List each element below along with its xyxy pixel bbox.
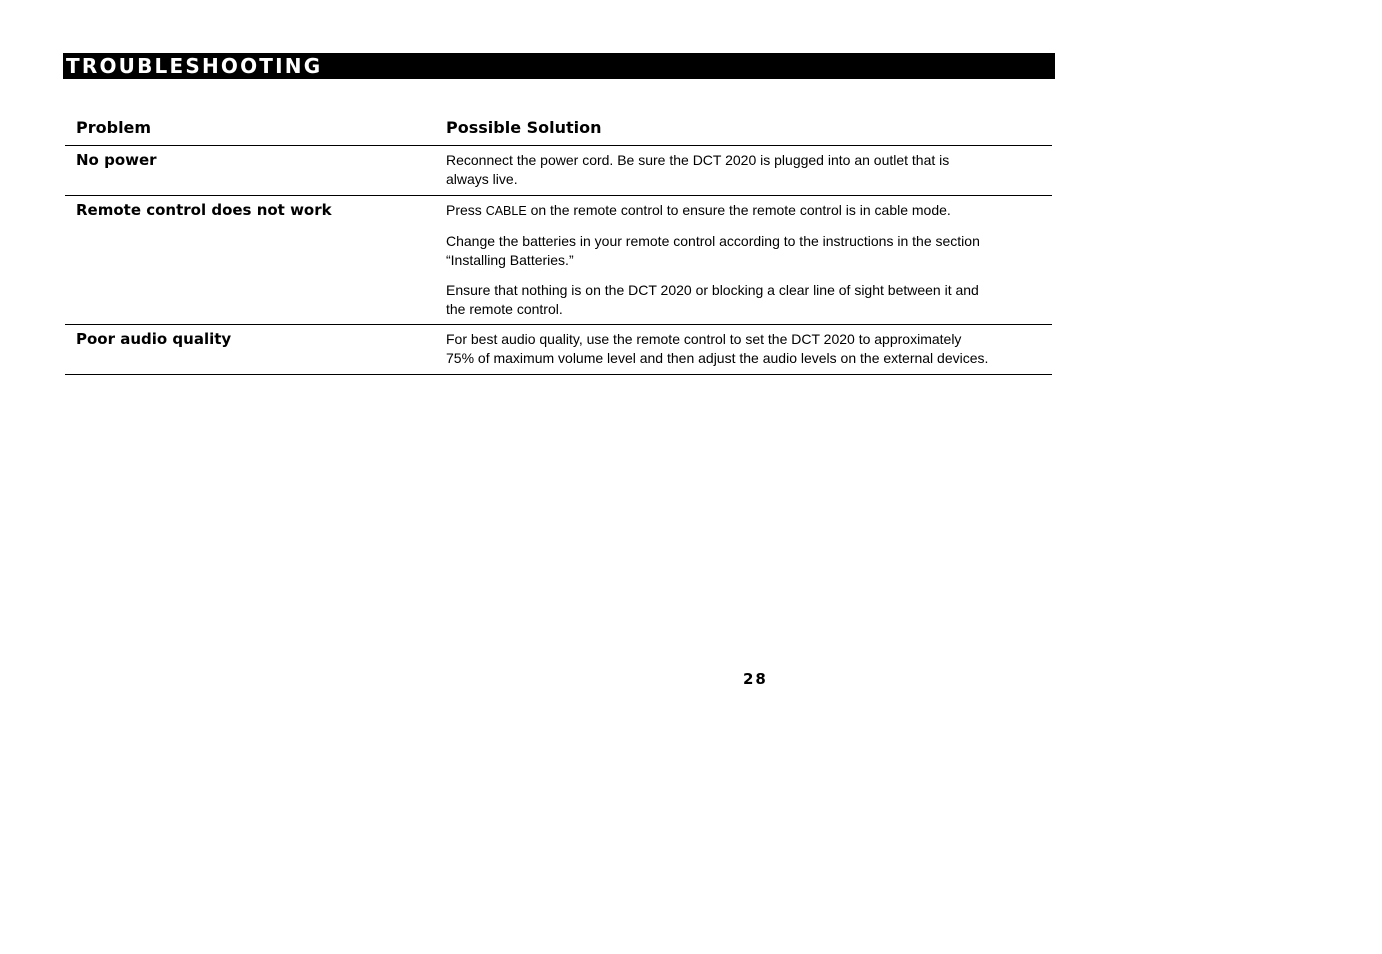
solution-text [446,281,1046,319]
problem-cell: No power [76,151,157,169]
section-title: TROUBLESHOOTING [66,54,323,78]
troubleshooting-table [65,108,1052,375]
solution-line: “Installing Batteries.” [446,252,574,268]
section-header-bar [63,53,1055,79]
cable-key-label: CABLE [485,204,527,218]
solution-column-header: Possible Solution [446,118,602,137]
solution-text [446,232,1046,270]
solution-line: Ensure that nothing is on the DCT 2020 or blocking a clear line of sight between it and [446,282,979,298]
table-header-row [65,108,1052,146]
solution-line: Change the batteries in your remote control according to the instructions in the section [446,233,980,249]
solution-text [446,201,1046,221]
table-row [65,196,1052,325]
solution-text-prefix: Press [446,202,482,218]
table-row [65,325,1052,375]
solution-line: 75% of maximum volume level and then adjust the audio levels on the external devices. [446,350,989,366]
solution-line: the remote control. [446,301,563,317]
solution-line: For best audio quality, use the remote control to set the DCT 2020 to approximately [446,331,962,347]
solution-text-suffix: on the remote control to ensure the remote control is in cable mode. [530,202,951,218]
page-number: 28 [743,670,768,688]
problem-column-header: Problem [76,118,152,137]
problem-cell: Poor audio quality [76,330,232,348]
table-row [65,146,1052,196]
problem-cell: Remote control does not work [76,201,332,219]
solution-line: always live. [446,171,518,187]
solution-cell [446,201,1046,319]
solution-line: Reconnect the power cord. Be sure the DCT 2020 is plugged into an outlet that is [446,152,950,168]
solution-cell [446,330,1046,368]
solution-cell [446,151,1046,189]
solution-text [446,330,1046,368]
solution-text [446,151,1046,189]
